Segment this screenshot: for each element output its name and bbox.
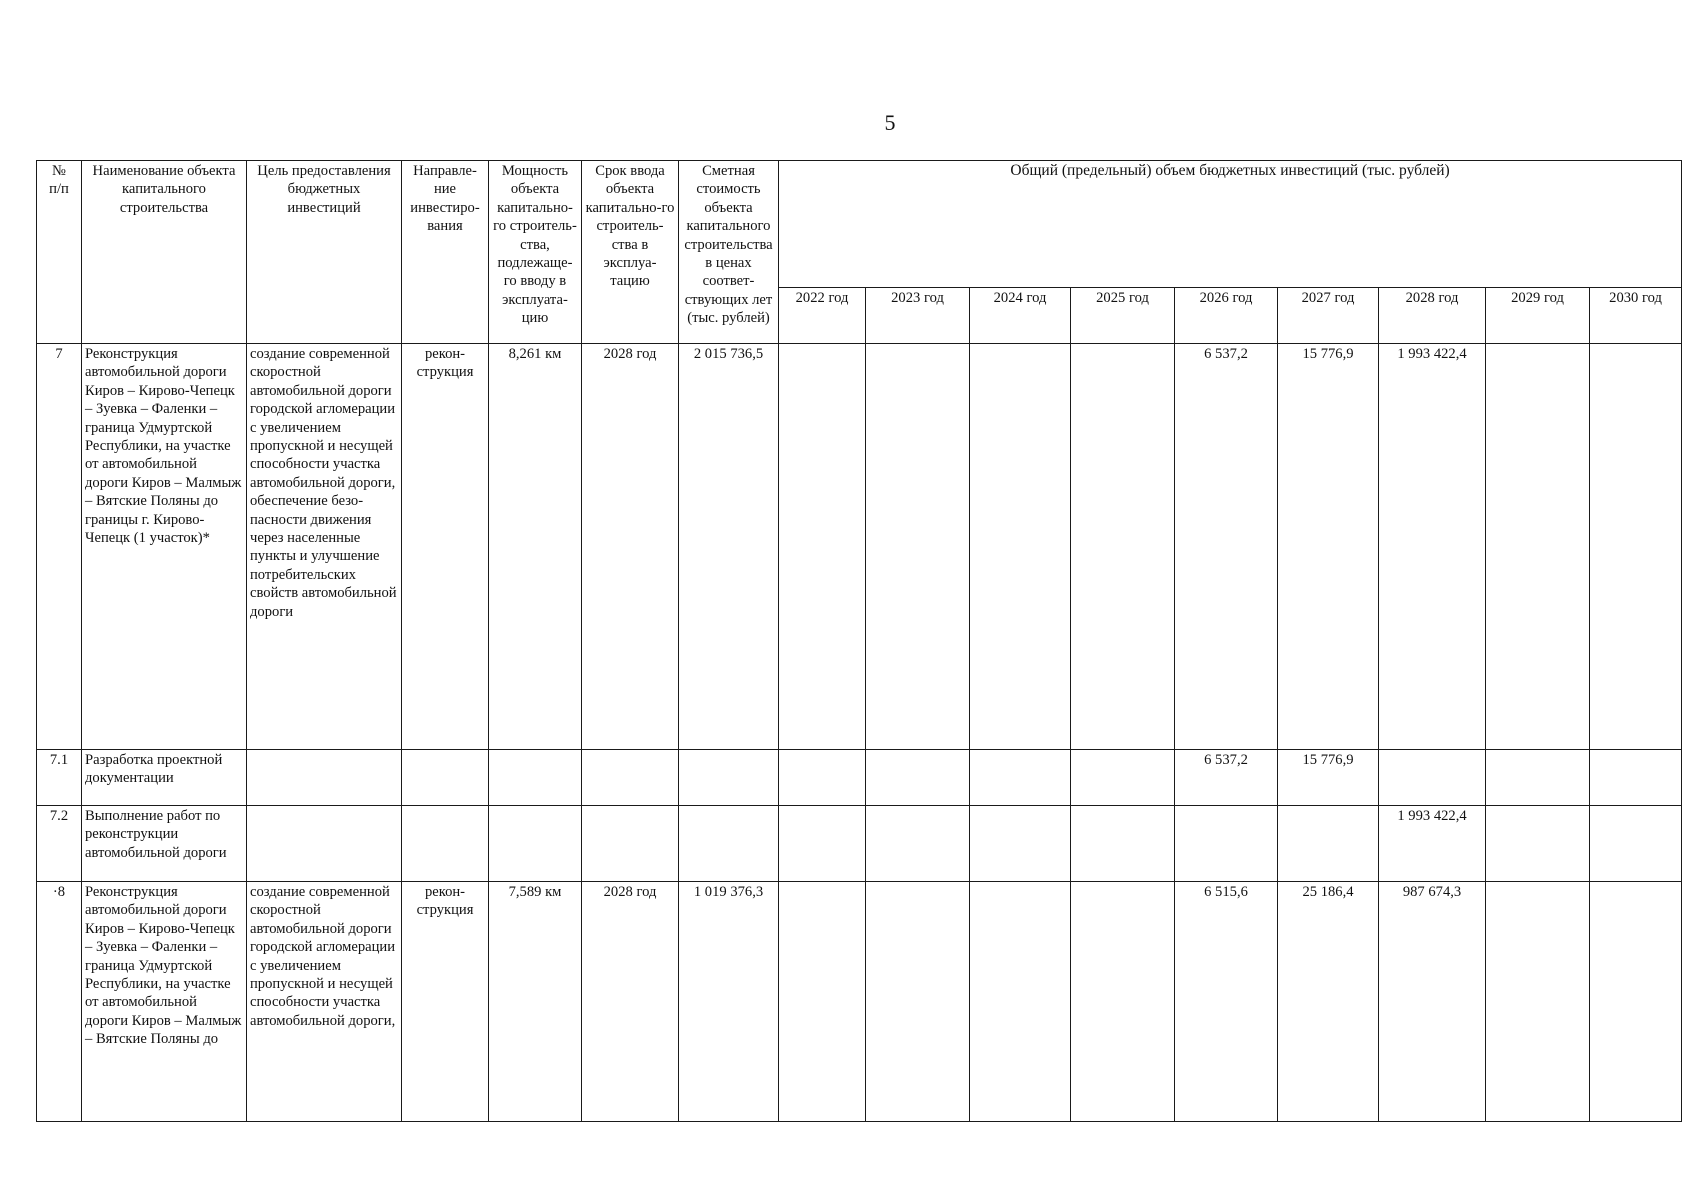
- row-num: ·8: [37, 882, 82, 1122]
- row-year-value: [1071, 882, 1175, 1122]
- row-year-value: [1278, 806, 1379, 882]
- row-year-value: 1 993 422,4: [1379, 806, 1486, 882]
- row-direction: [402, 806, 489, 882]
- header-term: Срок ввода объекта капитально-го строитель-ства в эксплуа-тацию: [582, 161, 679, 344]
- row-term: 2028 год: [582, 344, 679, 750]
- header-year: 2027 год: [1278, 288, 1379, 344]
- row-year-value: [1379, 750, 1486, 806]
- row-year-value: [970, 806, 1071, 882]
- row-term: 2028 год: [582, 882, 679, 1122]
- row-year-value: [1071, 344, 1175, 750]
- row-year-value: [970, 882, 1071, 1122]
- table-row: [37, 750, 1682, 806]
- row-direction: [402, 750, 489, 806]
- row-direction: рекон-струкция: [402, 882, 489, 1122]
- row-year-value: 6 537,2: [1175, 750, 1278, 806]
- row-object-name: Реконструкция автомобильной дороги Киров – Кирово-Чепецк – Зуевка – Фаленки – граница Удмуртской Республики, на участке от автомобильной дороги Киров – Малмыж – Вятские Поляны до: [82, 882, 247, 1122]
- row-year-value: [1486, 750, 1590, 806]
- row-capacity: [489, 806, 582, 882]
- row-year-value: 987 674,3: [1379, 882, 1486, 1122]
- row-year-value: [1486, 882, 1590, 1122]
- row-goal: создание современной скоростной автомобильной дороги городской агломерации с увеличением пропускной и несущей способности участка автомобильной дороги,: [247, 882, 402, 1122]
- header-year: 2029 год: [1486, 288, 1590, 344]
- header-year: 2026 год: [1175, 288, 1278, 344]
- row-capacity: [489, 750, 582, 806]
- row-year-value: [1486, 344, 1590, 750]
- header-row: [37, 161, 1682, 288]
- header-year: 2025 год: [1071, 288, 1175, 344]
- row-year-value: [779, 344, 866, 750]
- row-year-value: [1071, 806, 1175, 882]
- row-cost: [679, 750, 779, 806]
- row-year-value: 1 993 422,4: [1379, 344, 1486, 750]
- header-object-name: Наименование объекта капитального строительства: [82, 161, 247, 344]
- header-year: 2023 год: [866, 288, 970, 344]
- row-year-value: [970, 344, 1071, 750]
- row-term: [582, 806, 679, 882]
- header-year: 2030 год: [1590, 288, 1682, 344]
- row-direction: рекон-струкция: [402, 344, 489, 750]
- row-year-value: [779, 750, 866, 806]
- header-year: 2022 год: [779, 288, 866, 344]
- header-num: № п/п: [37, 161, 82, 344]
- row-year-value: [866, 882, 970, 1122]
- row-num: 7: [37, 344, 82, 750]
- header-total-investment: Общий (предельный) объем бюджетных инвестиций (тыс. рублей): [779, 161, 1682, 288]
- row-term: [582, 750, 679, 806]
- row-year-value: 15 776,9: [1278, 750, 1379, 806]
- row-year-value: 6 537,2: [1175, 344, 1278, 750]
- row-year-value: [779, 882, 866, 1122]
- table-row: [37, 344, 1682, 750]
- header-cost: Сметная стоимость объекта капитального строительства в ценах соответ-ствующих лет (тыс. рублей): [679, 161, 779, 344]
- row-goal: [247, 750, 402, 806]
- row-capacity: 8,261 км: [489, 344, 582, 750]
- header-year: 2024 год: [970, 288, 1071, 344]
- row-year-value: [1590, 806, 1682, 882]
- row-object-name: Выполнение работ по реконструкции автомобильной дороги: [82, 806, 247, 882]
- row-year-value: [779, 806, 866, 882]
- row-cost: 1 019 376,3: [679, 882, 779, 1122]
- header-direction: Направле-ние инвестиро-вания: [402, 161, 489, 344]
- header-goal: Цель предоставления бюджетных инвестиций: [247, 161, 402, 344]
- table-row: [37, 806, 1682, 882]
- row-year-value: [1175, 806, 1278, 882]
- budget-investment-table: [36, 160, 1682, 1122]
- row-year-value: [866, 750, 970, 806]
- header-year: 2028 год: [1379, 288, 1486, 344]
- row-cost: [679, 806, 779, 882]
- row-year-value: 6 515,6: [1175, 882, 1278, 1122]
- row-year-value: [1590, 750, 1682, 806]
- row-num: 7.1: [37, 750, 82, 806]
- row-year-value: [866, 344, 970, 750]
- header-capacity: Мощность объекта капитально-го строитель-ства, подлежаще-го вводу в эксплуата-цию: [489, 161, 582, 344]
- row-cost: 2 015 736,5: [679, 344, 779, 750]
- table-row: [37, 882, 1682, 1122]
- row-year-value: [970, 750, 1071, 806]
- row-year-value: 15 776,9: [1278, 344, 1379, 750]
- row-object-name: Разработка проектной документации: [82, 750, 247, 806]
- row-num: 7.2: [37, 806, 82, 882]
- row-goal: создание современной скоростной автомобильной дороги городской агломерации с увеличением пропускной и несущей способности участка автомобильной дороги, обеспечение безо-пасности движения через населенные пункты и улучшение потребительских свойств автомобильной дороги: [247, 344, 402, 750]
- row-year-value: [866, 806, 970, 882]
- row-object-name: Реконструкция автомобильной дороги Киров – Кирово-Чепецк – Зуевка – Фаленки – граница Удмуртской Республики, на участке от автомобильной дороги Киров – Малмыж – Вятские Поляны до границы г. Кирово-Чепецк (1 участок)*: [82, 344, 247, 750]
- row-year-value: 25 186,4: [1278, 882, 1379, 1122]
- row-goal: [247, 806, 402, 882]
- row-capacity: 7,589 км: [489, 882, 582, 1122]
- row-year-value: [1590, 882, 1682, 1122]
- page-number: 5: [884, 110, 896, 135]
- row-year-value: [1071, 750, 1175, 806]
- row-year-value: [1590, 344, 1682, 750]
- row-year-value: [1486, 806, 1590, 882]
